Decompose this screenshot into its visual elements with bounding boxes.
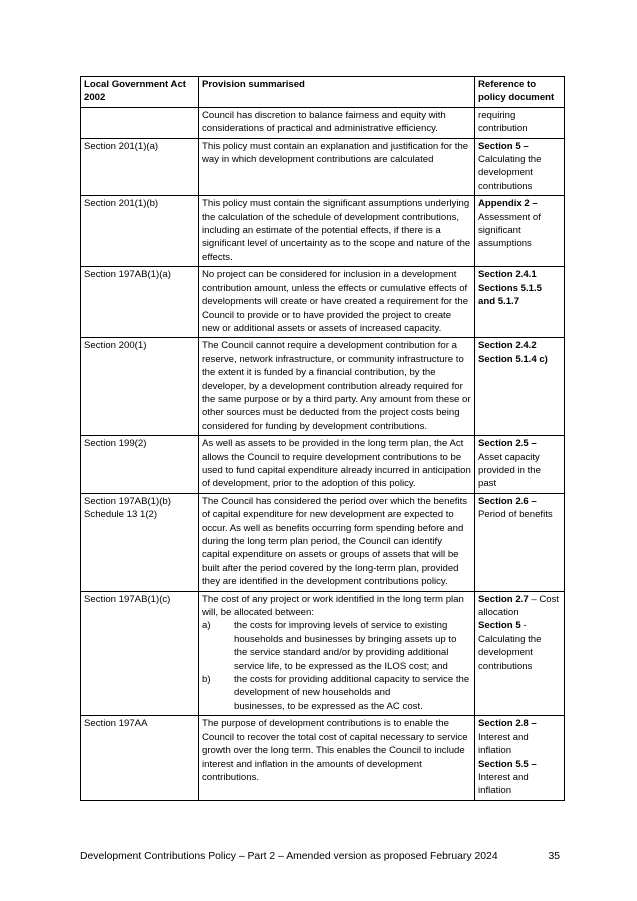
table-row [81,436,565,494]
act-cell: Section 199(2) [81,436,199,494]
provision-cell: Council has discretion to balance fairness and equity with considerations of practical and administrative efficiency. [199,107,475,138]
act-cell: Section 197AB(1)(b) Schedule 13 1(2) [81,493,199,591]
reference-bold: Appendix 2 – [478,198,538,210]
legislation-table [80,76,565,801]
table-row [81,493,565,591]
reference-cell [475,138,565,196]
act-cell: Section 197AB(1)(a) [81,267,199,338]
provision-cell: No project can be considered for inclusion in a development contribution amount, unless the effects or cumulative effects of developments will create or have created a requirement for the Council to provide or to have provided the project to create new or additional assets or assets of increased capacity. [199,267,475,338]
header-provision: Provision summarised [199,77,475,108]
act-cell: Section 201(1)(b) [81,196,199,267]
provision-item-a [202,619,471,673]
reference-cell [475,436,565,494]
provision-cell: This policy must contain an explanation and justification for the way in which development contributions are calculated [199,138,475,196]
provision-cell: As well as assets to be provided in the long term plan, the Act allows the Council to require development contributions to be used to fund capital expenditure already incurred in anticipation of development, prior to the adoption of this policy. [199,436,475,494]
table-row [81,138,565,196]
provision-cell: This policy must contain the significant assumptions underlying the calculation of the schedule of development contributions, including an estimate of the potential effects, if there is a significant level of uncertainty as to the scope and nature of the effects. [199,196,475,267]
table-row [81,107,565,138]
table-row [81,196,565,267]
page-number: 35 [548,851,560,862]
act-cell [81,107,199,138]
act-cell: Section 197AB(1)(c) [81,591,199,716]
table-row [81,591,565,716]
reference-text: Interest and inflation [478,771,529,797]
reference-cell [475,716,565,800]
table-row [81,716,565,800]
item-label: b) [202,674,211,686]
provision-cell: The Council has considered the period over which the benefits of capital expenditure for new development are expected to occur. As well as benefits occurring form spending before and during the long term plan period, the Council can identify capital expenditure on assets or groups of assets that will be built after the period covered by the long-term plan, provided they are identified in the development contributions policy. [199,493,475,591]
table-row [81,267,565,338]
reference-text: - Calculating the development contributions [478,620,542,672]
act-cell: Section 201(1)(a) [81,138,199,196]
reference-text: Calculating the development contributions [478,154,542,192]
act-cell: Section 197AA [81,716,199,800]
reference-cell [475,107,565,138]
provision-cell [199,591,475,716]
table-row [81,338,565,436]
table-header-row [81,77,565,108]
reference-text: Interest and inflation [478,731,529,757]
reference-bold: Section 5.5 – [478,758,537,770]
reference-text: Asset capacity provided in the past [478,451,541,490]
reference-bold: Section 2.4.1 Sections 5.1.5 and 5.1.7 [478,269,542,308]
reference-bold: Section 2.5 – [478,438,537,450]
reference-text: Period of benefits [478,509,553,521]
provision-item-b [202,673,471,700]
reference-bold: Section 5 [478,620,521,632]
reference-bold: Section 2.7 [478,593,529,605]
reference-text: Assessment of significant assumptions [478,211,541,250]
reference-bold: Section 5 – [478,140,529,152]
reference-cell [475,338,565,436]
provision-cell: The purpose of development contributions is to enable the Council to recover the total cost of capital necessary to service growth over the long term. This enables the Council to include interest and inflation in the amounts of development contributions. [199,716,475,800]
provision-intro: The cost of any project or work identified in the long term plan will, be allocated between: [202,593,464,619]
provision-item-b-continued: businesses, to be expressed as the AC cost. [234,700,423,712]
reference-cell [475,267,565,338]
item-label: a) [202,620,211,632]
provision-cell: The Council cannot require a development contribution for a reserve, network infrastructure, or community infrastructure to the extent it is funded by a financial contribution, by the developer, by a development contribution already required for the same purpose or by a third party. Any amount from these or other sources must be deducted from the project costs being considered for funding by development contributions. [199,338,475,436]
page-footer [80,851,560,862]
footer-text: Development Contributions Policy – Part 2 – Amended version as proposed February 2024 [80,851,498,862]
header-reference: Reference to policy document [475,77,565,108]
reference-bold: Section 2.8 – [478,718,537,730]
reference-cell [475,196,565,267]
item-text: the costs for providing additional capacity to service the development of new households and [234,674,470,699]
act-cell: Section 200(1) [81,338,199,436]
item-text: the costs for improving levels of service to existing households and businesses by bringing assets up to the service standard and/or by providing additional service life, to be expressed as the ILOS cost; and [234,620,457,672]
reference-cell [475,493,565,591]
reference-cell [475,591,565,716]
reference-bold: Section 2.6 – [478,495,537,507]
header-act: Local Government Act 2002 [81,77,199,108]
reference-text: requiring contribution [478,109,528,135]
reference-bold: Section 2.4.2 Section 5.1.4 c) [478,340,548,365]
reference-text: – Cost allocation [478,593,560,619]
